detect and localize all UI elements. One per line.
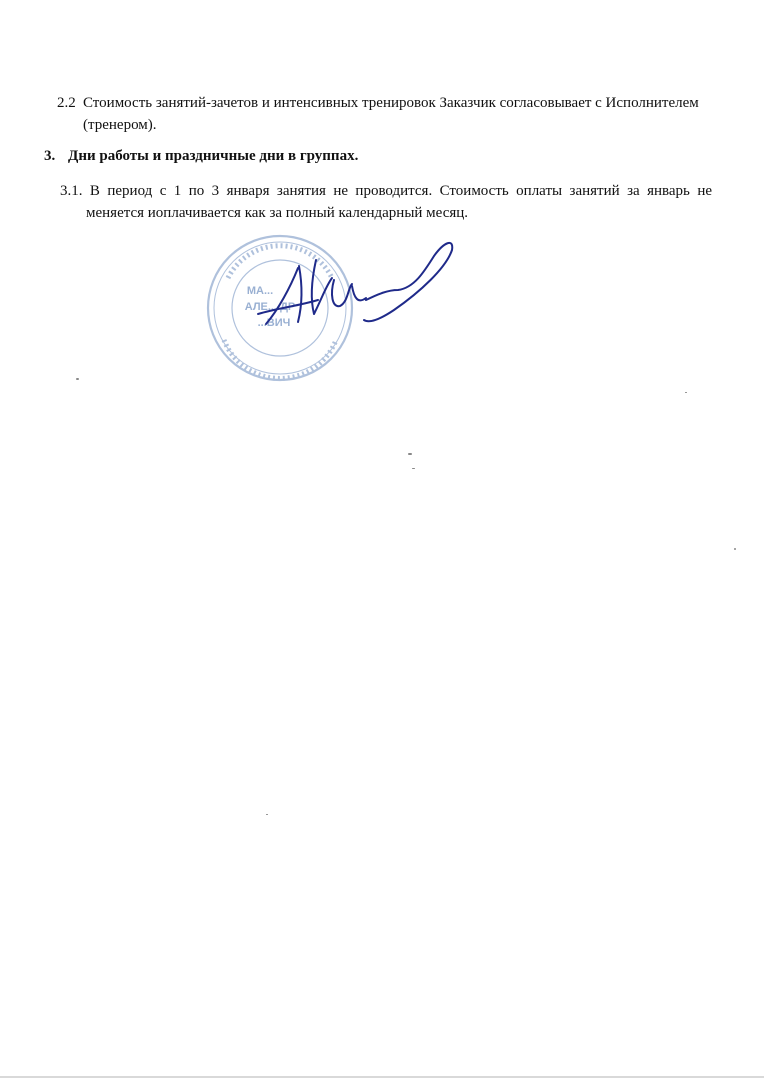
clause-3-1 — [60, 180, 712, 224]
clause-3-1-word: проводится. — [355, 183, 433, 199]
clause-3-1-word: по — [188, 183, 205, 199]
section-3-number: 3. — [44, 148, 56, 164]
clause-3-1-word: января — [226, 183, 270, 199]
clause-3-1-word: период — [107, 183, 153, 199]
clause-3-1-word: занятий — [569, 183, 620, 199]
clause-3-1-word: за — [627, 183, 640, 199]
clause-3-1-line1 — [60, 180, 712, 202]
clause-3-1-word: не — [697, 183, 712, 199]
scan-speck — [685, 392, 687, 393]
clause-3-1-word: 3 — [211, 183, 220, 199]
clause-3-1-word: с — [159, 183, 167, 199]
scan-speck — [76, 378, 79, 380]
clause-3-1-number: 3.1. — [60, 183, 83, 199]
scan-speck — [412, 468, 415, 469]
clause-2-2-text-line2: (тренером). — [83, 117, 157, 133]
clause-3-1-word: не — [333, 183, 348, 199]
stamp-and-signature — [198, 228, 468, 388]
scan-edge-line — [0, 1076, 764, 1078]
clause-3-1-word: занятия — [276, 183, 326, 199]
clause-3-1-word: Стоимость — [439, 183, 509, 199]
clause-3-1-word: 1 — [173, 183, 182, 199]
stamp-text-line3: ...ВИЧ — [257, 317, 291, 329]
clause-3-1-word: В — [89, 183, 100, 199]
clause-3-1-text-line2: меняется иоплачивается как за полный календарный месяц. — [86, 205, 469, 221]
clause-2-2-number: 2.2 — [57, 95, 76, 111]
clause-3-1-word: оплаты — [516, 183, 563, 199]
clause-2-2 — [57, 92, 722, 136]
scan-speck — [734, 548, 736, 550]
section-3-title: Дни работы и праздничные дни в группах. — [68, 148, 359, 164]
stamp-text-line1: МА... — [246, 285, 274, 297]
clause-2-2-text-line1: Стоимость занятий-зачетов и интенсивных тренировок Заказчик согласовывает с Исполнителем — [83, 95, 699, 111]
section-3-heading — [44, 145, 358, 167]
clause-3-1-word: январь — [647, 183, 690, 199]
scan-speck — [408, 453, 412, 455]
stamp-text-line2: АЛЕ... ДР — [244, 301, 296, 313]
scan-speck — [266, 814, 268, 815]
